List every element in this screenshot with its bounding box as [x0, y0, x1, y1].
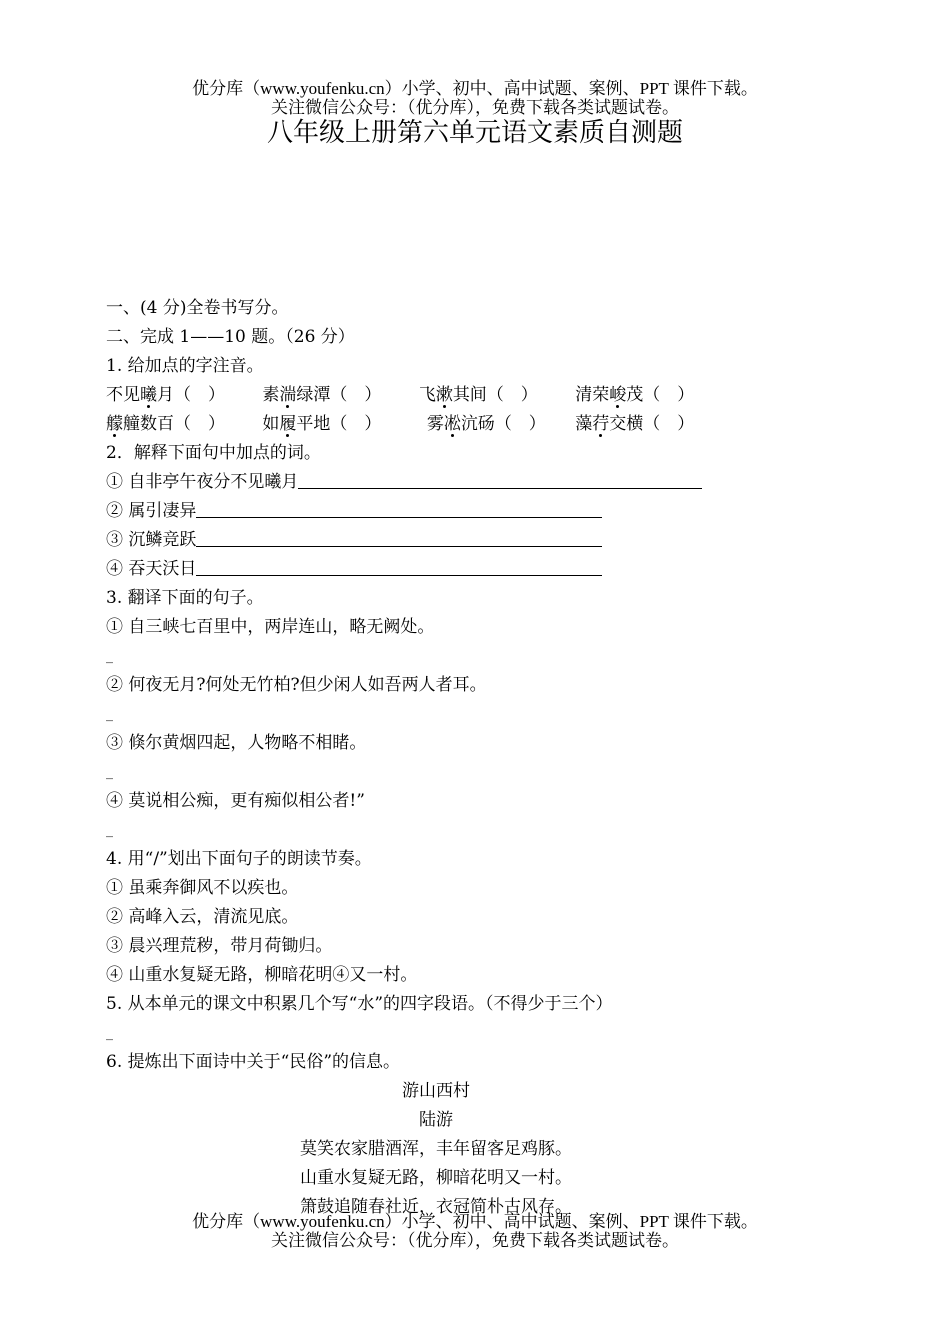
- q1-item: 素湍绿潭（ ）: [262, 385, 382, 405]
- q1-item: 如履平地（ ）: [262, 414, 382, 434]
- q1-row-2: [106, 410, 826, 439]
- q4-item: ② 高峰入云，清流见底。: [106, 907, 299, 927]
- q4-prompt: 4. 用“/”划出下面句子的朗读节奏。: [106, 849, 372, 869]
- header-line-2: 关注微信公众号：（优分库），免费下载各类试题试卷。: [271, 98, 679, 117]
- footer-line-1: 优分库（www.youfenku.cn）小学、初中、高中试题、案例、PPT 课件下载。: [192, 1212, 758, 1231]
- q3-item: ② 何夜无月?何处无竹柏?但少闲人如吾两人者耳。: [106, 675, 487, 695]
- q4-item: ④ 山重水复疑无路，柳暗花明④又一村。: [106, 965, 418, 985]
- poem-author: 陆游: [419, 1110, 453, 1130]
- answer-blank[interactable]: （ ）: [643, 385, 695, 405]
- q1-item: 雾凇沆砀（ ）: [426, 414, 546, 434]
- q1-item: 飞漱其间（ ）: [418, 385, 538, 405]
- poem: [46, 1077, 826, 1222]
- q1-prompt: 1. 给加点的字注音。: [106, 356, 264, 376]
- poem-line: 箫鼓追随春社近，衣冠简朴古风存。: [300, 1197, 572, 1217]
- answer-blank[interactable]: （ ）: [174, 414, 225, 434]
- q3-item: ③ 倏尔黄烟四起，人物略不相睹。: [106, 733, 367, 753]
- answer-line[interactable]: _: [106, 648, 113, 664]
- q2-item: ② 属引凄异: [106, 497, 826, 526]
- q1-item: 艨艟数百（ ）: [106, 414, 225, 434]
- section-1: 一、(4 分)全卷书写分。: [106, 298, 289, 318]
- q1-item: 清荣峻茂（ ）: [575, 385, 695, 405]
- poem-line: 莫笑农家腊酒浑，丰年留客足鸡豚。: [300, 1139, 572, 1159]
- answer-blank[interactable]: （ ）: [174, 385, 225, 405]
- answer-line[interactable]: _: [106, 706, 113, 722]
- answer-line[interactable]: _: [106, 1025, 113, 1041]
- q3-item: ④ 莫说相公痴，更有痴似相公者!”: [106, 791, 365, 811]
- q3-prompt: 3. 翻译下面的句子。: [106, 588, 264, 608]
- answer-blank[interactable]: （ ）: [330, 385, 382, 405]
- answer-line[interactable]: [196, 557, 602, 576]
- q2-item: ① 自非亭午夜分不见曦月: [106, 468, 826, 497]
- q4-item: ③ 晨兴理荒秽，带月荷锄归。: [106, 936, 333, 956]
- answer-blank[interactable]: （ ）: [643, 414, 695, 434]
- answer-line[interactable]: [196, 528, 602, 547]
- footer-line-2: 关注微信公众号：（优分库），免费下载各类试题试卷。: [271, 1231, 679, 1250]
- q4-item: ① 虽乘奔御风不以疾也。: [106, 878, 299, 898]
- poem-title: 游山西村: [402, 1081, 470, 1101]
- q2-item: ④ 吞天沃日: [106, 555, 826, 584]
- q5-prompt: 5. 从本单元的课文中积累几个写“水”的四字段语。（不得少于三个）: [106, 994, 613, 1014]
- answer-line[interactable]: _: [106, 764, 113, 780]
- answer-blank[interactable]: （ ）: [330, 414, 382, 434]
- section-2: 二、完成 1——10 题。（26 分）: [106, 327, 355, 347]
- page-title: 八年级上册第六单元语文素质自测题: [266, 118, 683, 148]
- q2-prompt: 2．解释下面句中加点的词。: [106, 443, 321, 463]
- q1-item: 不见曦月（ ）: [106, 385, 225, 405]
- poem-line: 山重水复疑无路，柳暗花明又一村。: [300, 1168, 572, 1188]
- answer-line[interactable]: [298, 470, 702, 489]
- answer-blank[interactable]: （ ）: [494, 414, 546, 434]
- q6-prompt: 6. 提炼出下面诗中关于“民俗”的信息。: [106, 1052, 401, 1072]
- header-line-1: 优分库（www.youfenku.cn）小学、初中、高中试题、案例、PPT 课件下载。: [192, 79, 758, 98]
- answer-line[interactable]: [196, 499, 602, 518]
- exam-body: [106, 294, 826, 1222]
- q1-item: 藻荇交横（ ）: [575, 414, 695, 434]
- q2-item: ③ 沉鳞竞跃: [106, 526, 826, 555]
- answer-blank[interactable]: （ ）: [486, 385, 538, 405]
- answer-line[interactable]: _: [106, 822, 113, 838]
- q3-item: ① 自三峡七百里中，两岸连山，略无阙处。: [106, 617, 435, 637]
- q1-row-1: [106, 381, 826, 410]
